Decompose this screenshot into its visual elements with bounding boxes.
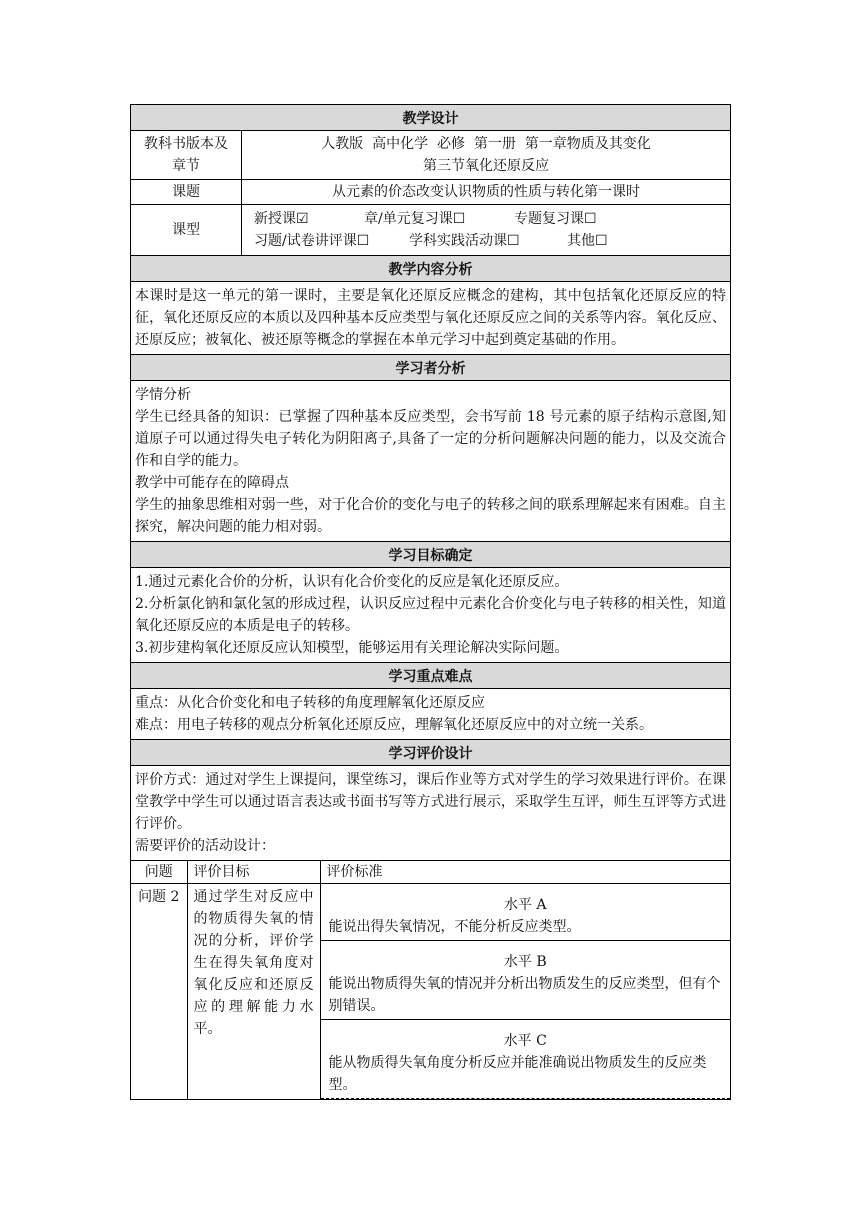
key-point-difficulty: 难点：用电子转移的观点分析氧化还原反应，理解氧化还原反应中的对立统一关系。 <box>135 717 653 733</box>
level-c-desc: 能从物质得失氧角度分析反应并能准确说出物质发生的反应类型。 <box>328 1055 707 1093</box>
content-analysis-heading: 教学内容分析 <box>131 256 731 282</box>
level-c-name: 水平 C <box>503 1033 547 1049</box>
eval-goal-cell: 通过学生对反应中的物质得失氧的情况的分析，评价学生在得失氧角度对氧化反应和还原反应的理解能力水平。 <box>187 884 320 1099</box>
evaluation-table-cell <box>131 861 731 1100</box>
textbook-value-line1: 人教版 高中化学 必修 第一册 第一章物质及其变化 <box>321 136 651 152</box>
learner-analysis-body <box>131 381 731 542</box>
level-b-name: 水平 B <box>503 954 547 970</box>
option-practice-activity: 学科实践活动课☐ <box>409 233 520 249</box>
content-analysis-text: 本课时是这一单元的第一课时，主要是氧化还原反应概念的建构，其中包括氧化还原反应的特征，氧化还原反应的本质以及四种基本反应类型与氧化还原反应之间的关系等内容。氧化反应、还原反应；被氧化、被还原等概念的掌握在本单元学习中起到奠定基础的作用。 <box>131 282 731 355</box>
objective-item: 3.初步建构氧化还原反应认知模型，能够运用有关理论解决实际问题。 <box>135 640 569 656</box>
topic-value: 从元素的价态改变认识物质的性质与转化第一课时 <box>242 180 731 205</box>
textbook-label-line1: 教科书版本及 <box>144 136 228 152</box>
eval-header-goal: 评价目标 <box>187 861 320 884</box>
eval-header-standard: 评价标准 <box>320 861 730 884</box>
learner-subheading-situation: 学情分析 <box>135 387 191 403</box>
eval-level-c <box>320 1020 730 1099</box>
eval-header-question: 问题 <box>131 861 187 884</box>
textbook-value-line2: 第三节氧化还原反应 <box>423 158 549 174</box>
evaluation-activity-label: 需要评价的活动设计： <box>135 838 275 854</box>
lesson-type-row2 <box>242 230 730 252</box>
eval-level-a <box>320 884 730 941</box>
eval-level-b <box>320 941 730 1020</box>
lesson-type-options <box>242 205 731 256</box>
textbook-value <box>242 131 731 180</box>
lesson-type-row1 <box>242 208 730 230</box>
learner-subheading-obstacles: 教学中可能存在的障碍点 <box>135 475 289 491</box>
eval-question-cell: 问题 2 <box>131 884 187 1099</box>
option-exercise-review: 习题/试卷讲评课☐ <box>254 233 370 249</box>
option-unit-review: 章/单元复习课☐ <box>364 211 466 227</box>
evaluation-heading: 学习评价设计 <box>131 740 731 766</box>
level-a-desc: 能说出得失氧情况，不能分析反应类型。 <box>328 919 581 935</box>
evaluation-body <box>131 766 731 861</box>
evaluation-method-text: 评价方式：通过对学生上课提问，课堂练习，课后作业等方式对学生的学习效果进行评价。在课堂教学中学生可以通过语言表达或书面书写等方式进行展示，采取学生互评，师生互评等方式进行评价。 <box>135 772 726 832</box>
lesson-plan-table <box>130 104 731 1100</box>
objective-item: 1.通过元素化合价的分析，认识有化合价变化的反应是氧化还原反应。 <box>135 574 569 590</box>
learner-prior-knowledge: 学生已经具备的知识：已掌握了四种基本反应类型，会书写前 18 号元素的原子结构示意图,知道原子可以通过得失电子转化为阴阳离子,具备了一定的分析问题解决问题的能力，以及交流合作和自学的能力。 <box>135 409 726 469</box>
doc-title: 教学设计 <box>131 105 731 131</box>
key-points-heading: 学习重点难点 <box>131 663 731 689</box>
textbook-label-line2: 章节 <box>172 158 200 174</box>
lesson-type-label: 课型 <box>131 205 242 256</box>
objectives-body <box>131 568 731 663</box>
option-new-lesson: 新授课☑ <box>254 211 309 227</box>
level-b-desc: 能说出物质得失氧的情况并分析出物质发生的反应类型，但有个别错误。 <box>328 976 721 1014</box>
topic-label: 课题 <box>131 180 242 205</box>
evaluation-table <box>131 861 730 1099</box>
option-topic-review: 专题复习课☐ <box>514 211 597 227</box>
objectives-heading: 学习目标确定 <box>131 542 731 568</box>
lesson-plan-document <box>130 104 730 1100</box>
learner-obstacles-text: 学生的抽象思维相对弱一些，对于化合价的变化与电子的转移之间的联系理解起来有困难。自主探究，解决问题的能力相对弱。 <box>135 497 726 535</box>
level-a-name: 水平 A <box>503 897 547 913</box>
option-other: 其他☐ <box>567 233 608 249</box>
objective-item: 2.分析氯化钠和氯化氢的形成过程，认识反应过程中元素化合价变化与电子转移的相关性，知道氧化还原反应的本质是电子的转移。 <box>135 596 726 634</box>
key-point-focus: 重点：从化合价变化和电子转移的角度理解氧化还原反应 <box>135 695 485 711</box>
key-points-body <box>131 689 731 740</box>
textbook-label <box>131 131 242 180</box>
learner-analysis-heading: 学习者分析 <box>131 355 731 381</box>
